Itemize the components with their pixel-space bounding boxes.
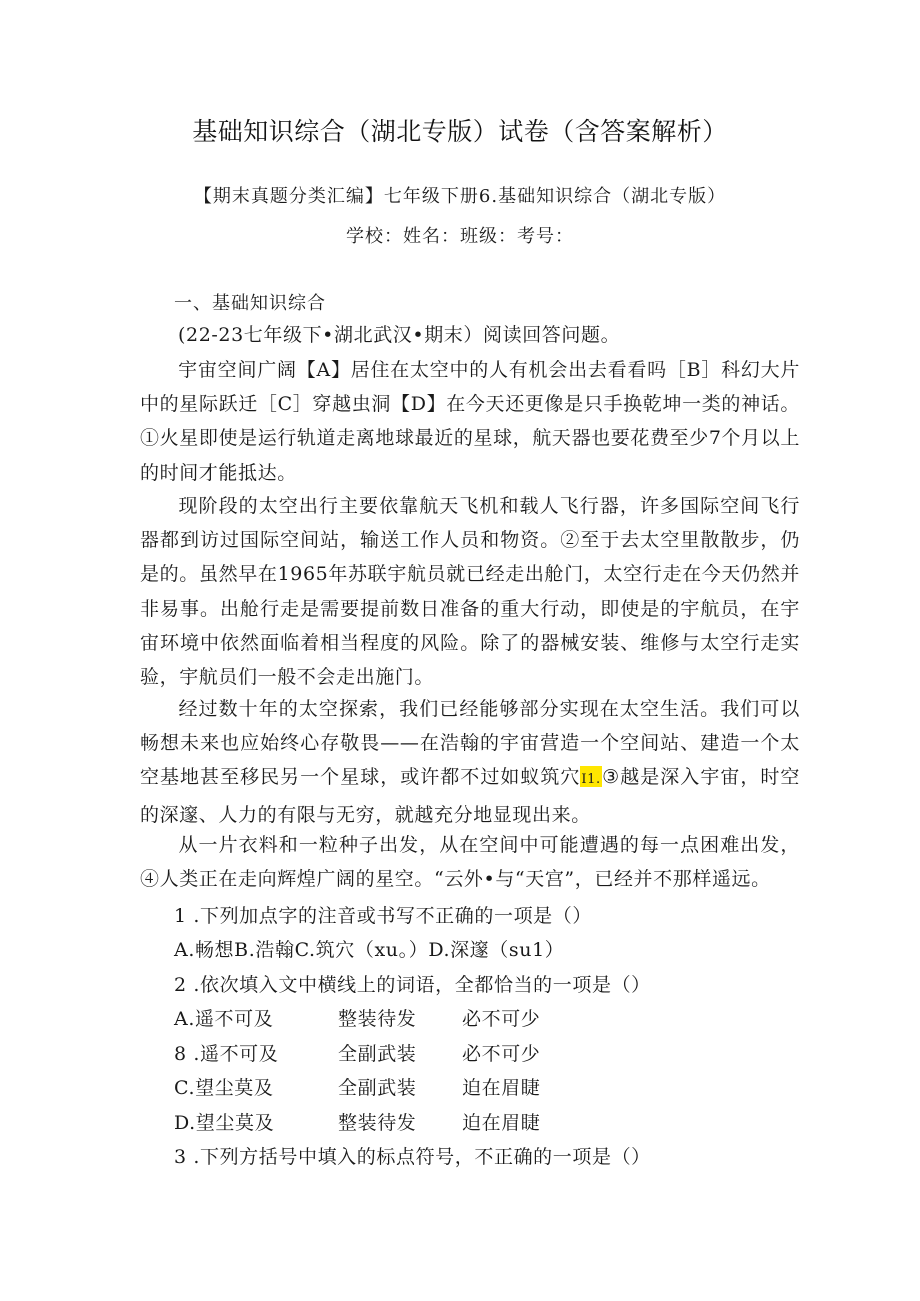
section-heading: 一、基础知识综合	[174, 293, 326, 314]
passage-paragraph	[140, 692, 800, 832]
document-subtitle: 【期末真题分类汇编】七年级下册6.基础知识综合（湖北专版）	[193, 186, 727, 207]
option-label: A.遥不可及	[174, 1008, 274, 1030]
option-word: 必不可少	[462, 1008, 541, 1030]
option-label: D.望尘莫及	[174, 1112, 275, 1134]
question-1-stem: 1 .下列加点字的注音或书写不正确的一项是（）	[174, 905, 592, 927]
option-word: 全副武装	[338, 1077, 417, 1099]
question-1-options: A.畅想B.浩翰C.筑穴（xu。）D.深邃（su1）	[174, 939, 565, 961]
passage-intro-text: (22-23七年级下•湖北武汉•期末）阅读回答问题。	[178, 324, 621, 346]
option-word: 迫在眉睫	[462, 1112, 541, 1134]
passage-paragraph	[140, 828, 800, 896]
paragraph-text: 宇宙空间广阔【A】居住在太空中的人有机会出去看看吗［B］科幻大片中的星际跃迁［C］穿越虫洞【D】在今天还更像是只手换乾坤一类的神话。①火星即使是运行轨道走离地球最近的星球，航天器也要花费至少7个月以上的时间才能抵达。	[140, 359, 800, 484]
question-2-stem: 2 .依次填入文中横线上的词语，全都恰当的一项是（）	[174, 974, 651, 996]
option-word: 必不可少	[462, 1043, 541, 1065]
paragraph-text: ③越是深入宇宙，时空的深邃、人力的有限与无穷，就越充分地显现出来。	[140, 766, 800, 826]
question-3-stem: 3 .下列方括号中填入的标点符号，不正确的一项是（）	[174, 1146, 651, 1168]
option-word: 整装待发	[338, 1112, 417, 1134]
option-label: 8 .遥不可及	[174, 1043, 279, 1065]
document-title: 基础知识综合（湖北专版）试卷（含答案解析）	[192, 117, 728, 146]
paragraph-text: 经过数十年的太空探索，我们已经能够部分实现在太空生活。我们可以畅想未来也应始终心存敬畏——在浩翰的宇宙营造一个空间站、建造一个太空基地甚至移民另一个星球，或许都不过如蚁筑穴	[140, 698, 800, 789]
passage-paragraph	[140, 353, 800, 490]
option-word: 迫在眉睫	[462, 1077, 541, 1099]
passage-paragraph	[140, 489, 800, 694]
option-label: C.望尘莫及	[174, 1077, 274, 1099]
option-word: 全副武装	[338, 1043, 417, 1065]
paragraph-text: 从一片衣料和一粒种子出发，从在空间中可能遭遇的每一点困难出发，④人类正在走向辉煌广阔的星空。“云外•与“天宫”，已经并不那样遥远。	[140, 834, 800, 891]
passage-intro	[140, 318, 800, 352]
student-info-line: 学校：姓名：班级：考号：	[346, 226, 574, 247]
option-word: 整装待发	[338, 1008, 417, 1030]
highlight-mark: I1.	[580, 766, 601, 787]
paragraph-text: 现阶段的太空出行主要依靠航天飞机和载人飞行器，许多国际空间飞行器都到访过国际空间站，输送工作人员和物资。②至于去太空里散散步，仍是的。虽然早在1965年苏联宇航员就已经走出舱门，太空行走在今天仍然并非易事。出舱行走是需要提前数日准备的重大行动，即使是的宇航员，在宇宙环境中依然面临着相当程度的风险。除了的器械安装、维修与太空行走实验，宇航员们一般不会走出施门。	[140, 495, 800, 689]
